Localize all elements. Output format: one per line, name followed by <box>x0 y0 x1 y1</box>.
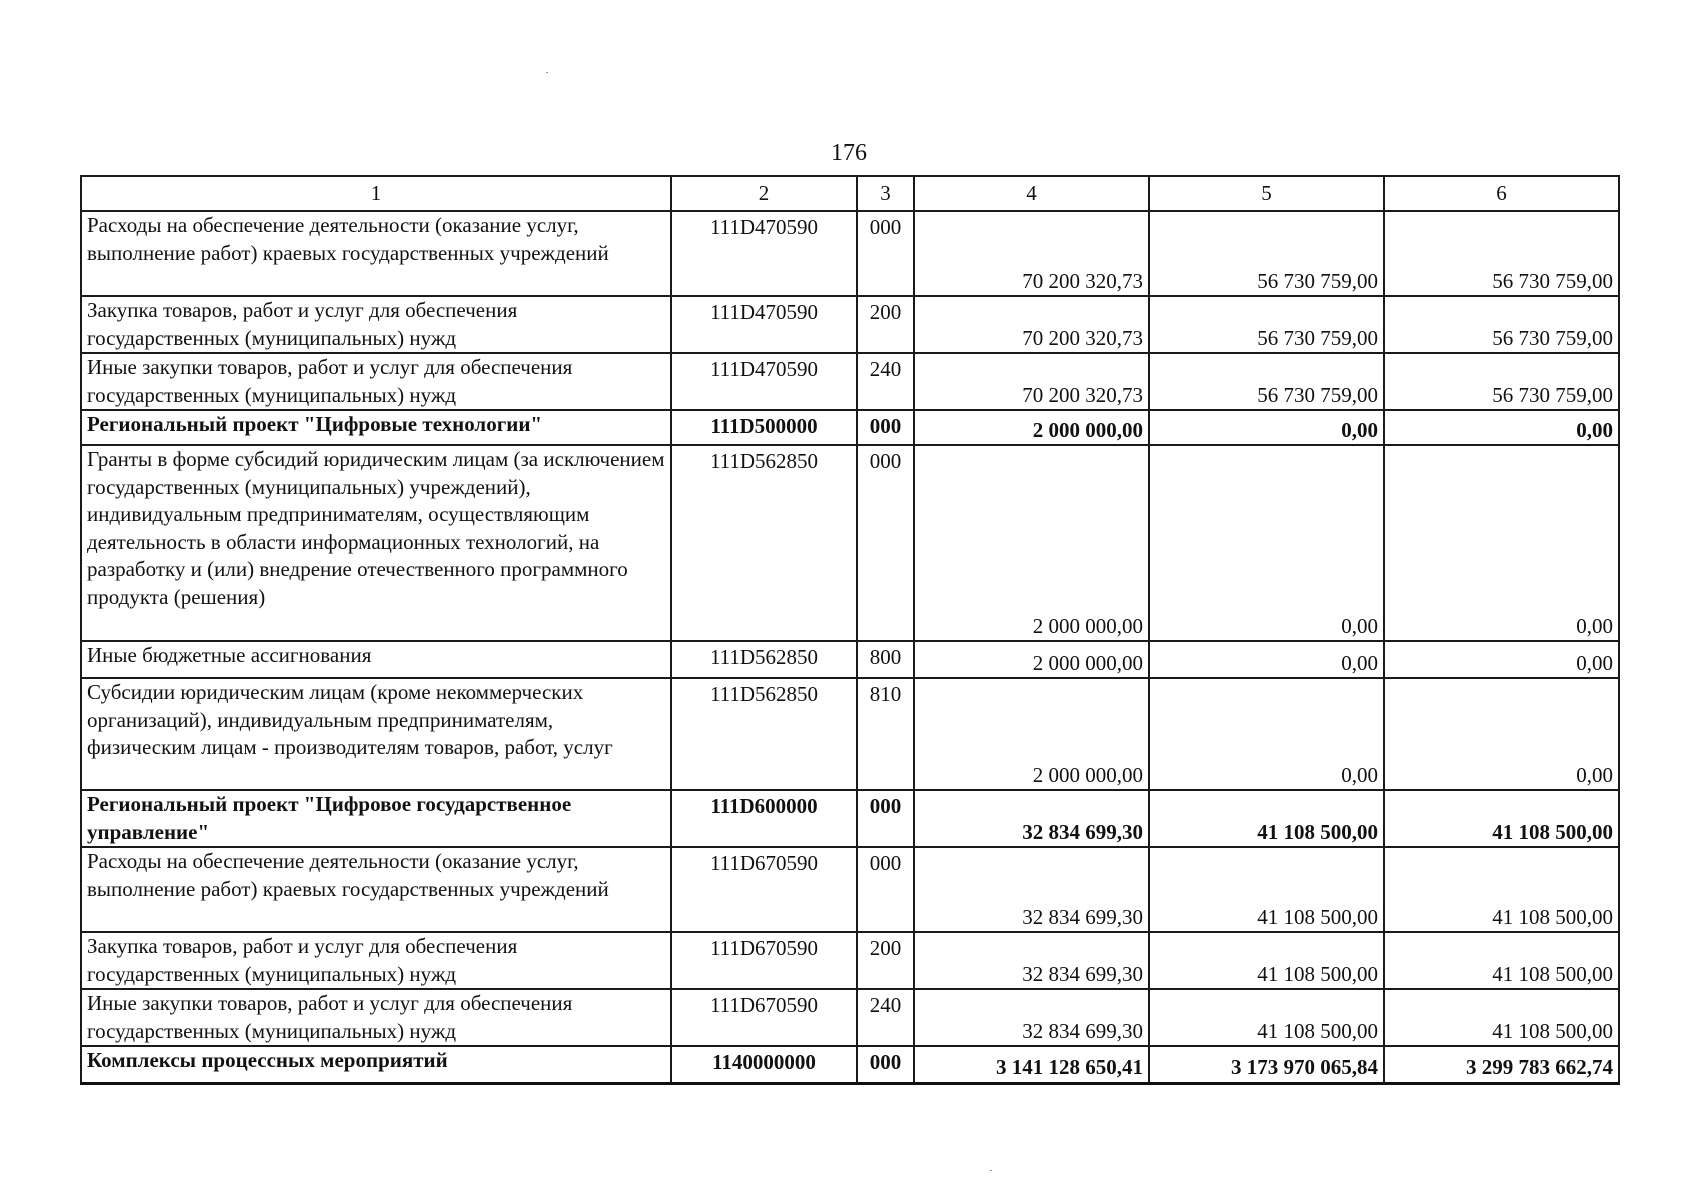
table-row <box>81 211 1619 296</box>
column-header-6: 6 <box>1384 176 1619 211</box>
column-number-row <box>81 176 1619 211</box>
row-name: Иные закупки товаров, работ и услуг для обеспечения государственных (муниципальных) нужд <box>81 989 671 1046</box>
row-value-5: 41 108 500,00 <box>1149 790 1384 847</box>
row-kvr: 240 <box>857 989 914 1046</box>
row-kvr: 200 <box>857 296 914 353</box>
row-code: 111D470590 <box>671 211 857 296</box>
row-name: Закупка товаров, работ и услуг для обеспечения государственных (муниципальных) нужд <box>81 932 671 989</box>
row-value-6: 0,00 <box>1384 641 1619 678</box>
row-name: Региональный проект "Цифровые технологии" <box>81 410 671 445</box>
row-code: 111D470590 <box>671 296 857 353</box>
row-value-5: 56 730 759,00 <box>1149 353 1384 410</box>
row-value-6: 41 108 500,00 <box>1384 989 1619 1046</box>
row-code: 111D500000 <box>671 410 857 445</box>
row-value-4: 32 834 699,30 <box>914 932 1149 989</box>
column-header-2: 2 <box>671 176 857 211</box>
row-value-5: 56 730 759,00 <box>1149 211 1384 296</box>
table-row <box>81 353 1619 410</box>
row-value-5: 3 173 970 065,84 <box>1149 1046 1384 1083</box>
row-code: 111D562850 <box>671 678 857 790</box>
row-kvr: 810 <box>857 678 914 790</box>
row-kvr: 000 <box>857 1046 914 1083</box>
row-kvr: 000 <box>857 445 914 641</box>
row-value-4: 3 141 128 650,41 <box>914 1046 1149 1083</box>
row-value-5: 41 108 500,00 <box>1149 989 1384 1046</box>
row-code: 111D470590 <box>671 353 857 410</box>
row-kvr: 000 <box>857 211 914 296</box>
row-kvr: 000 <box>857 790 914 847</box>
row-value-4: 70 200 320,73 <box>914 296 1149 353</box>
row-kvr: 240 <box>857 353 914 410</box>
row-value-4: 32 834 699,30 <box>914 790 1149 847</box>
scan-speck <box>546 72 548 73</box>
row-value-6: 41 108 500,00 <box>1384 790 1619 847</box>
table-row <box>81 296 1619 353</box>
row-code: 111D600000 <box>671 790 857 847</box>
row-name: Расходы на обеспечение деятельности (оказание услуг, выполнение работ) краевых государственных учреждений <box>81 211 671 296</box>
row-value-5: 0,00 <box>1149 445 1384 641</box>
row-kvr: 000 <box>857 410 914 445</box>
row-name: Региональный проект "Цифровое государственное управление" <box>81 790 671 847</box>
table-row <box>81 989 1619 1046</box>
row-code: 111D670590 <box>671 989 857 1046</box>
row-value-6: 56 730 759,00 <box>1384 353 1619 410</box>
row-name: Субсидии юридическим лицам (кроме некоммерческих организаций), индивидуальным предпринимателям, физическим лицам - производителям товаров, работ, услуг <box>81 678 671 790</box>
row-code: 111D562850 <box>671 641 857 678</box>
table-row-section <box>81 1046 1619 1083</box>
row-value-4: 32 834 699,30 <box>914 847 1149 932</box>
row-value-4: 32 834 699,30 <box>914 989 1149 1046</box>
row-value-6: 0,00 <box>1384 678 1619 790</box>
row-value-4: 70 200 320,73 <box>914 353 1149 410</box>
row-value-5: 0,00 <box>1149 678 1384 790</box>
column-header-5: 5 <box>1149 176 1384 211</box>
row-value-5: 0,00 <box>1149 410 1384 445</box>
row-value-5: 0,00 <box>1149 641 1384 678</box>
column-header-1: 1 <box>81 176 671 211</box>
table-row <box>81 932 1619 989</box>
row-name: Расходы на обеспечение деятельности (оказание услуг, выполнение работ) краевых государственных учреждений <box>81 847 671 932</box>
row-value-5: 41 108 500,00 <box>1149 932 1384 989</box>
row-value-4: 2 000 000,00 <box>914 410 1149 445</box>
row-code: 111D670590 <box>671 847 857 932</box>
row-name: Иные закупки товаров, работ и услуг для обеспечения государственных (муниципальных) нужд <box>81 353 671 410</box>
budget-table <box>80 175 1620 1085</box>
row-value-6: 41 108 500,00 <box>1384 932 1619 989</box>
row-name: Комплексы процессных мероприятий <box>81 1046 671 1083</box>
row-value-5: 56 730 759,00 <box>1149 296 1384 353</box>
row-code: 111D670590 <box>671 932 857 989</box>
row-kvr: 800 <box>857 641 914 678</box>
table-row-section <box>81 790 1619 847</box>
table-row <box>81 678 1619 790</box>
page-number: 176 <box>831 140 867 166</box>
row-value-6: 0,00 <box>1384 445 1619 641</box>
scan-speck <box>990 1170 992 1171</box>
table-row <box>81 847 1619 932</box>
row-kvr: 200 <box>857 932 914 989</box>
row-value-5: 41 108 500,00 <box>1149 847 1384 932</box>
row-value-6: 56 730 759,00 <box>1384 211 1619 296</box>
table-row-section <box>81 410 1619 445</box>
row-value-4: 70 200 320,73 <box>914 211 1149 296</box>
row-kvr: 000 <box>857 847 914 932</box>
row-code: 111D562850 <box>671 445 857 641</box>
column-header-3: 3 <box>857 176 914 211</box>
row-name: Закупка товаров, работ и услуг для обеспечения государственных (муниципальных) нужд <box>81 296 671 353</box>
row-name: Гранты в форме субсидий юридическим лицам (за исключением государственных (муниципальных) учреждений), индивидуальным предпринимателям, осуществляющим деятельность в области информационных технологий, на разработку и (или) внедрение отечественного программного продукта (решения) <box>81 445 671 641</box>
row-value-4: 2 000 000,00 <box>914 445 1149 641</box>
row-value-6: 41 108 500,00 <box>1384 847 1619 932</box>
column-header-4: 4 <box>914 176 1149 211</box>
row-value-4: 2 000 000,00 <box>914 678 1149 790</box>
table-row <box>81 445 1619 641</box>
row-name: Иные бюджетные ассигнования <box>81 641 671 678</box>
row-value-4: 2 000 000,00 <box>914 641 1149 678</box>
row-code: 1140000000 <box>671 1046 857 1083</box>
row-value-6: 56 730 759,00 <box>1384 296 1619 353</box>
table-row <box>81 641 1619 678</box>
row-value-6: 0,00 <box>1384 410 1619 445</box>
row-value-6: 3 299 783 662,74 <box>1384 1046 1619 1083</box>
